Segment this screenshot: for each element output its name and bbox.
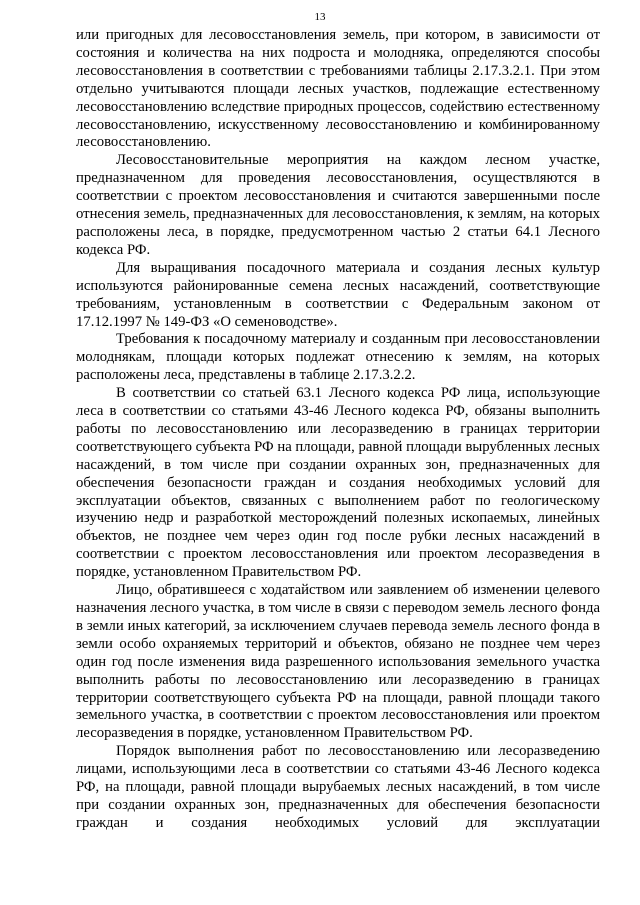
paragraph-article-63-1-obligations: В соответствии со статьей 63.1 Лесного кодекса РФ лица, использующие леса в соответствии со статьями 43-46 Лесного кодекса РФ, обязаны выполнить работы по лесовосстановлению или лесоразведению в границах территории соответствующего субъекта РФ на площади, равной площади вырубленных лесных насаждений, в том числе при создании охранных зон, предназначенных для обеспечения безопасности граждан и создания необходимых условий для эксплуатации объектов, связанных с выполнением работ по геологическому изучению недр и разработкой месторождений полезных ископаемых, линейных объектов, не позднее чем через один год после рубки лесных насаждений в соответствии с проектом лесовосстановления или проектом лесоразведения в порядке, установленном Правительством РФ.: [76, 385, 600, 581]
paragraph-land-purpose-change: Лицо, обратившееся с ходатайством или заявлением об изменении целевого назначения лесного участка, в том числе в связи с переводом земель лесного фонда в земли иных категорий, за исключением случаев перевода земель лесного фонда в земли особо охраняемых территорий и объектов, обязано не позднее чем через один год после изменения вида разрешенного использования земельного участка выполнить работы по лесовосстановлению или лесоразведению в границах территории соответствующего субъекта РФ на площади, равной площади такого земельного участка, в соответствии с проектом лесовосстановления или проектом лесоразведения в порядке, установленном Правительством РФ.: [76, 582, 600, 742]
paragraph-work-procedure: Порядок выполнения работ по лесовосстановлению или лесоразведению лицами, использующими леса в соответствии со статьями 43-46 Лесного кодекса РФ, на площади, равной площади вырубаемых лесных насаждений, в том числе при создании охранных зон, предназначенных для обеспечения безопасности граждан и создания необходимых условий для эксплуатации: [76, 743, 600, 831]
body-text: [76, 27, 600, 833]
paragraph-reforestation-measures: Лесовосстановительные мероприятия на каждом лесном участке, предназначенном для проведения лесовосстановления, осуществляются в соответствии с проектом лесовосстановления и считаются завершенными после отнесения земель, предназначенных для лесовосстановления, к землям, на которых расположены леса, в порядке, предусмотренном частью 2 статьи 64.1 Лесного кодекса РФ.: [76, 152, 600, 258]
paragraph-planting-material-seeds: Для выращивания посадочного материала и создания лесных культур используются районированные семена лесных насаждений, соответствующие требованиям, установленным в соответствии с Федеральным законом от 17.12.1997 № 149-ФЗ «О семеноводстве».: [76, 259, 600, 330]
paragraph-planting-material-requirements: Требования к посадочному материалу и созданным при лесовосстановлении молоднякам, площади которых подлежат отнесению к землям, на которых расположены леса, представлены в таблице 2.17.3.2.2.: [76, 331, 600, 384]
paragraph-land-reforestation-methods: или пригодных для лесовосстановления земель, при котором, в зависимости от состояния и количества на них подроста и молодняка, определяются способы лесовосстановления в соответствии с требованиями таблицы 2.17.3.2.1. При этом отдельно учитываются площади лесных участков, подлежащие естественному лесовосстановлению вследствие природных процессов, содействию естественному лесовосстановлению, искусственному лесовосстановлению и комбинированному лесовосстановлению.: [76, 27, 600, 151]
page-number: 13: [314, 11, 326, 23]
